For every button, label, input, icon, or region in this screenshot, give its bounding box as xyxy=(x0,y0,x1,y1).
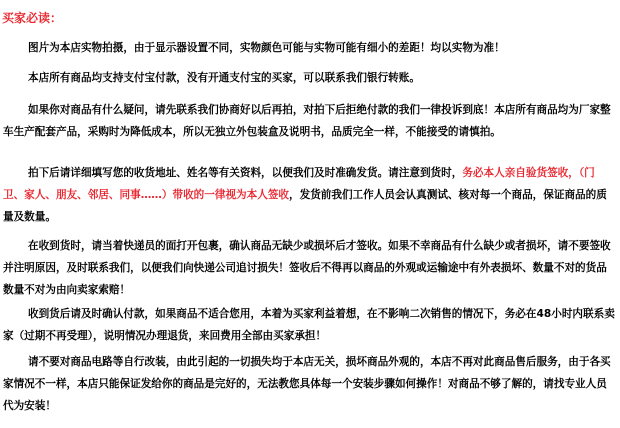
notice-paragraph-returns: 收到货后请及时确认付款，如果商品不适合您用，本着为买家利益着想，在不影响二次销售的情况下，务必在48小时内联系卖家（过期不再受理），说明情况办理退货，来回费用全部由买家承担！ xyxy=(3,308,615,342)
notice-paragraph-receiving: 在收到货时，请当着快递员的面打开包裹，确认商品无缺少或损坏后才签收。如果不幸商品有什么缺少或者损坏，请不要签收并注明原因，及时联系我们，以便我们向快递公司追讨损失！签收后不得再以商品的外观或运输途中有外表损坏、数量不对的货品数量不对为由向卖家索赔！ xyxy=(3,240,611,296)
buyer-notice-heading: 买家必读： xyxy=(2,11,63,25)
shipping-text-start: 拍下后请详细填写您的收货地址、姓名等有关资料，以便我们及时准确发货。请注意到货时， xyxy=(28,167,463,179)
notice-paragraph-photos: 图片为本店实物拍摄，由于显示器设置不同，实物颜色可能与实物可能有细小的差距！均以实物为准！ xyxy=(28,42,505,54)
notice-paragraph-payment: 本店所有商品均支持支付宝付款，没有开通支付宝的买家，可以联系我们银行转账。 xyxy=(28,72,420,84)
notice-paragraph-inquiry: 如果你对商品有什么疑问，请先联系我们协商好以后再拍，对拍下后拒绝付款的我们一律投诉到底！本店所有商品均为厂家整车生产配套产品，采购时为降低成本，所以无独立外包装盒及说明书，品质完全一样，不能接受的请慎拍。 xyxy=(3,104,611,138)
notice-paragraph-shipping xyxy=(3,162,615,228)
notice-paragraph-modification: 请不要对商品电路等自行改装，由此引起的一切损失均于本店无关，损坏商品外观的，本店不再对此商品售后服务，由于各买家情况不一样，本店只能保证发给你的商品是完好的，无法教您具体每一个安装步骤如何操作！对商品不够了解的，请找专业人员代为安装！ xyxy=(3,356,611,412)
signing-warning-text: 务必本人亲自验货签收，（门卫、家人、朋友、邻居、同事……）带收的一律视为本人签收 xyxy=(3,167,595,201)
shipping-text-end: ，发货前我们工作人员会认真测试、核对每一个商品，保证商品的质量及数量。 xyxy=(3,189,607,223)
